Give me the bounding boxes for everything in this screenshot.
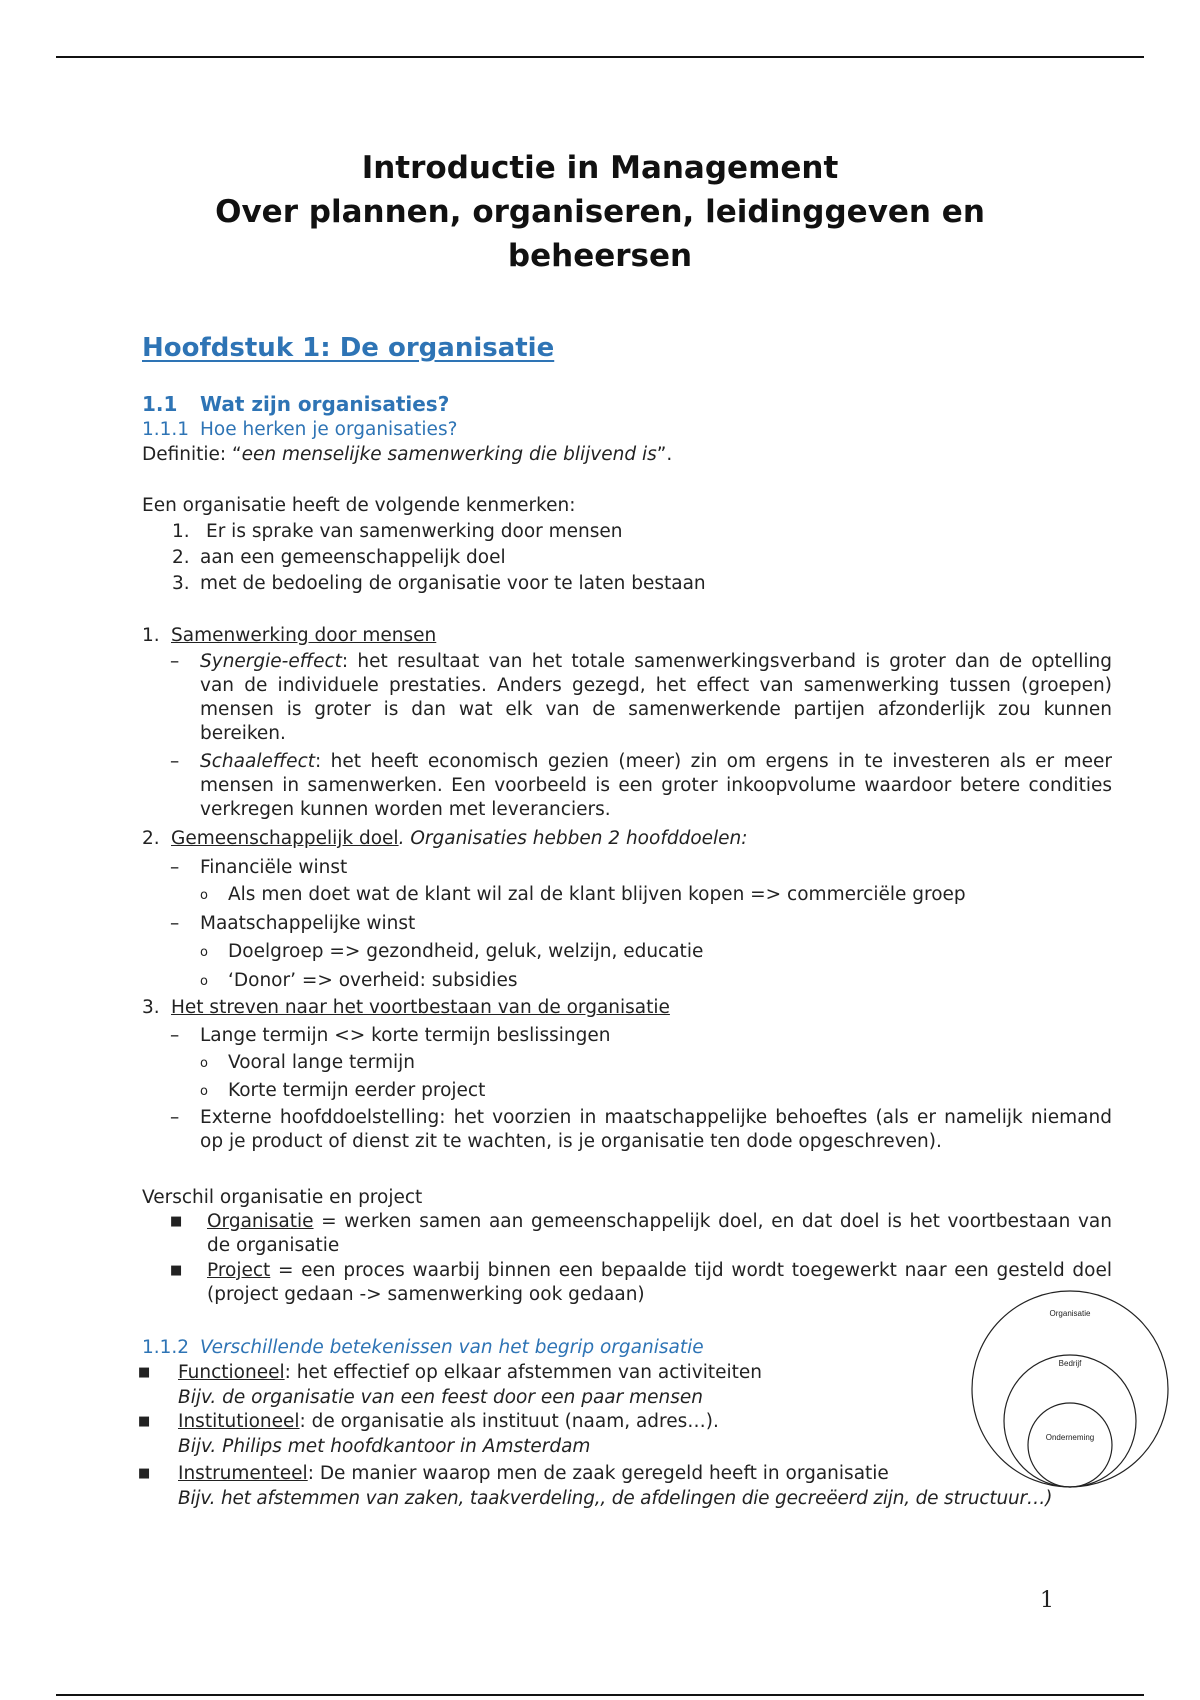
financiele-sub: Als men doet wat de klant wil zal de klant blijven kopen => commerciële groep — [228, 884, 966, 905]
instrumenteel-text: : De manier waarop men de zaak geregeld heeft in organisatie — [307, 1463, 889, 1484]
title-line-3: beheersen — [507, 238, 693, 274]
dash-bullet: – — [170, 857, 180, 878]
betekenis-institutioneel — [178, 1410, 719, 1434]
point-1-number: 1. — [142, 625, 160, 646]
betekenis-functioneel — [178, 1361, 762, 1385]
maatschappelijke-winst: Maatschappelijke winst — [200, 913, 416, 934]
outer-circle-label: Organisatie — [1049, 1309, 1091, 1318]
project-term: Project — [207, 1260, 271, 1281]
organisatie-text: = werken samen aan gemeenschappelijk doel, en dat doel is het voortbestaan van de organisatie — [207, 1211, 1112, 1256]
square-bullet: ■ — [138, 1365, 151, 1380]
synergie-paragraph — [200, 650, 1112, 746]
schaal-paragraph — [200, 750, 1112, 822]
kenmerken-intro: Een organisatie heeft de volgende kenmerken: — [142, 495, 576, 516]
point-2-rest: . Organisaties hebben 2 hoofddoelen: — [398, 828, 748, 849]
point-2-title: Gemeenschappelijk doel — [171, 828, 399, 849]
chapter-heading: Hoofdstuk 1: De organisatie — [142, 333, 555, 363]
instrumenteel-example: Bijv. het afstemmen van zaken, taakverdeling,, de afdelingen die gecreëerd zijn, de structuur…) — [178, 1488, 1053, 1509]
institutioneel-example: Bijv. Philips met hoofdkantoor in Amsterdam — [178, 1436, 591, 1457]
financiele-winst: Financiële winst — [200, 857, 348, 878]
inner-circle — [1028, 1403, 1112, 1487]
section-1-1-2-title: Verschillende betekenissen van het begrip organisatie — [200, 1337, 704, 1358]
schaal-text: : het heeft economisch gezien (meer) zin om ergens in te investeren als er meer mensen in samenwerken. Een voorbeeld is een groter inkoopvolume waardoor betere condities verkregen kunnen worden met leveranciers. — [200, 751, 1112, 820]
kenmerk-3: met de bedoeling de organisatie voor te laten bestaan — [200, 573, 706, 594]
kenmerk-1: Er is sprake van samenwerking door mensen — [206, 521, 623, 542]
maatschappelijk-sub-1: Doelgroep => gezondheid, geluk, welzijn, educatie — [228, 941, 704, 962]
institutioneel-text: : de organisatie als instituut (naam, adres…). — [299, 1411, 719, 1432]
circle-bullet: o — [200, 888, 208, 903]
section-1-1-title: Wat zijn organisaties? — [200, 392, 450, 416]
page-number: 1 — [1040, 1588, 1054, 1613]
functioneel-example: Bijv. de organisatie van een feest door een paar mensen — [178, 1387, 704, 1408]
organisation-circles-diagram — [968, 1290, 1172, 1490]
point-3-number: 3. — [142, 997, 160, 1018]
definition — [142, 443, 672, 467]
institutioneel-term: Institutioneel — [178, 1411, 300, 1432]
lange-sub-2: Korte termijn eerder project — [228, 1080, 486, 1101]
point-2-number: 2. — [142, 828, 160, 849]
list-number: 3. — [172, 573, 190, 594]
schaal-term: Schaaleffect — [200, 751, 315, 772]
dash-bullet: – — [170, 1107, 180, 1128]
point-2-line — [171, 827, 748, 851]
title-line-1: Introductie in Management — [361, 150, 839, 186]
square-bullet: ■ — [138, 1466, 151, 1481]
square-bullet: ■ — [170, 1214, 183, 1229]
project-text: = een proces waarbij binnen een bepaalde tijd wordt toegewerkt naar een gesteld doel (project gedaan -> samenwerking ook gedaan) — [207, 1260, 1112, 1305]
kenmerk-2: aan een gemeenschappelijk doel — [200, 547, 506, 568]
section-1-1-number: 1.1 — [142, 392, 178, 416]
list-number: 1. — [172, 521, 190, 542]
maatschappelijk-sub-2: ‘Donor’ => overheid: subsidies — [228, 970, 518, 991]
verschil-intro: Verschil organisatie en project — [142, 1187, 423, 1208]
top-rule — [56, 56, 1144, 58]
synergie-term: Synergie-effect — [200, 651, 342, 672]
dash-bullet: – — [170, 751, 180, 772]
list-number: 2. — [172, 547, 190, 568]
lange-sub-1: Vooral lange termijn — [228, 1052, 415, 1073]
section-1-1-1-number: 1.1.1 — [142, 419, 190, 440]
point-1-title: Samenwerking door mensen — [171, 625, 437, 646]
circle-bullet: o — [200, 1056, 208, 1071]
dash-bullet: – — [170, 651, 180, 672]
outer-circle — [972, 1291, 1168, 1487]
square-bullet: ■ — [170, 1263, 183, 1278]
definition-end: ”. — [656, 444, 673, 465]
definition-quote: een menselijke samenwerking die blijvend is — [241, 444, 657, 465]
inner-circle-label: Onderneming — [1045, 1433, 1095, 1442]
document-title — [0, 146, 1200, 278]
circle-bullet: o — [200, 974, 208, 989]
dash-bullet: – — [170, 913, 180, 934]
point-3-title: Het streven naar het voortbestaan van de organisatie — [171, 997, 670, 1018]
middle-circle — [1004, 1355, 1136, 1487]
circle-bullet: o — [200, 1084, 208, 1099]
middle-circle-label: Bedrijf — [1058, 1359, 1082, 1368]
instrumenteel-term: Instrumenteel — [178, 1463, 308, 1484]
synergie-text: : het resultaat van het totale samenwerkingsverband is groter dan de optelling van de individuele prestaties. Anders gezegd, het effect van samenwerking tussen (groepen) mensen is groter is dan wat elk van de samenwerkende partijen afzonderlijk zou kunnen bereiken. — [200, 651, 1112, 744]
circle-bullet: o — [200, 945, 208, 960]
definition-label: Definitie: “ — [142, 444, 242, 465]
lange-termijn: Lange termijn <> korte termijn beslissingen — [200, 1025, 611, 1046]
betekenis-instrumenteel — [178, 1462, 889, 1486]
functioneel-term: Functioneel — [178, 1362, 285, 1383]
section-1-1-1-title: Hoe herken je organisaties? — [200, 419, 458, 440]
organisatie-term: Organisatie — [207, 1211, 314, 1232]
functioneel-text: : het effectief op elkaar afstemmen van activiteiten — [284, 1362, 762, 1383]
bottom-rule — [56, 1694, 1144, 1696]
square-bullet: ■ — [138, 1414, 151, 1429]
externe-hoofddoelstelling: Externe hoofddoelstelling: het voorzien in maatschappelijke behoeftes (als er namelijk niemand op je product of dienst zit te wachten, is je organisatie ten dode opgeschreven). — [200, 1107, 1112, 1152]
section-1-1-2-number: 1.1.2 — [142, 1337, 190, 1358]
dash-bullet: – — [170, 1025, 180, 1046]
verschil-organisatie — [207, 1210, 1112, 1258]
title-line-2: Over plannen, organiseren, leidinggeven en — [215, 194, 985, 230]
